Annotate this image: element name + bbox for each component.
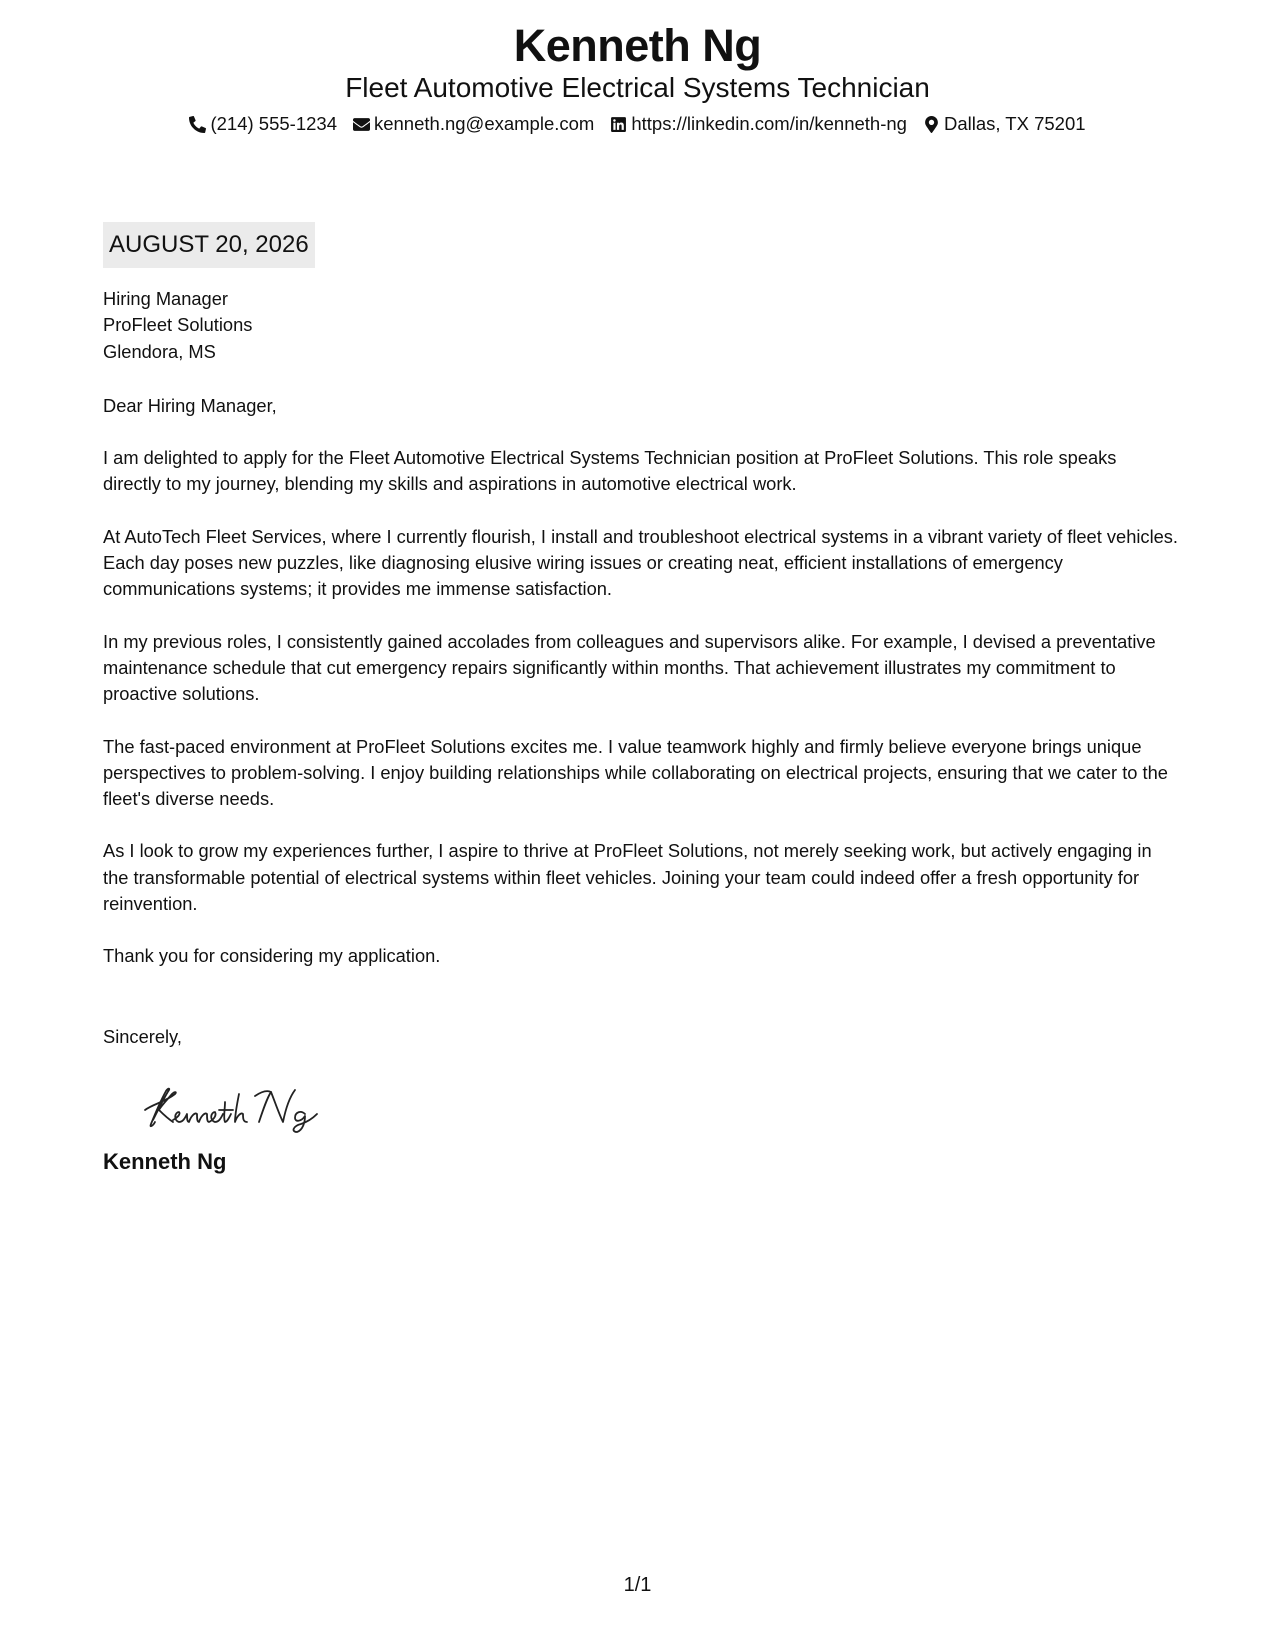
salutation: Dear Hiring Manager, [103, 394, 277, 416]
recipient-line: Hiring Manager [103, 288, 228, 309]
recipient-line: ProFleet Solutions [103, 314, 253, 336]
letter-header [0, 18, 1275, 136]
letter-date: AUGUST 20, 2026 [103, 222, 315, 268]
location-text: Dallas, TX 75201 [943, 113, 1086, 134]
body-paragraph: Thank you for considering my application. [103, 945, 441, 967]
closing: Sincerely, [103, 1025, 182, 1047]
linkedin-icon [610, 116, 627, 133]
body-paragraph: I am delighted to apply for the Fleet Automotive Electrical Systems Technician position at ProFleet Solutions. This role speaks directly to my journey, blending my skills and aspirations in automotive electrical work. [103, 447, 1117, 495]
map-pin-icon [923, 116, 940, 133]
body-paragraph: As I look to grow my experiences further, I aspire to thrive at ProFleet Solutions, not merely seeking work, but actively engaging in the transformable potential of electrical systems within fleet vehicles. Joining your team could indeed offer a fresh opportunity for reinvention. [103, 840, 1152, 915]
applicant-name: Kenneth Ng [513, 20, 762, 71]
contact-email [353, 112, 594, 136]
phone-text: (214) 555-1234 [210, 113, 337, 134]
job-title: Fleet Automotive Electrical Systems Technician [345, 72, 930, 103]
body-paragraph: The fast-paced environment at ProFleet Solutions excites me. I value teamwork highly and firmly believe everyone brings unique perspectives to problem-solving. I enjoy building relationships while collaborating on electrical projects, ensuring that we cater to the fleet's diverse needs. [103, 735, 1168, 810]
phone-icon [189, 116, 206, 133]
email-text: kenneth.ng@example.com [373, 113, 595, 134]
recipient-line: Glendora, MS [103, 340, 216, 362]
linkedin-text: https://linkedin.com/in/kenneth-ng [631, 113, 907, 134]
handwritten-signature [139, 1080, 339, 1136]
contact-location [923, 112, 1086, 136]
signature-image [139, 1080, 339, 1136]
envelope-icon [353, 116, 370, 133]
body-paragraph: In my previous roles, I consistently gained accolades from colleagues and supervisors alike. For example, I devised a preventative maintenance schedule that cut emergency repairs significantly within months. That achievement illustrates my commitment to proactive solutions. [103, 630, 1156, 705]
recipient-block [103, 286, 1178, 365]
body-paragraph: At AutoTech Fleet Services, where I currently flourish, I install and troubleshoot electrical systems in a vibrant variety of fleet vehicles. Each day poses new puzzles, like diagnosing elusive wiring issues or creating neat, efficient installations of emergency communications systems; it provides me immense satisfaction. [103, 525, 1179, 600]
page-number: 1/1 [623, 1574, 652, 1596]
contact-linkedin [610, 112, 907, 136]
contact-info-row [0, 112, 1275, 136]
signer-name: Kenneth Ng [103, 1148, 227, 1174]
contact-phone [189, 112, 337, 136]
letter-body [103, 286, 1178, 1176]
